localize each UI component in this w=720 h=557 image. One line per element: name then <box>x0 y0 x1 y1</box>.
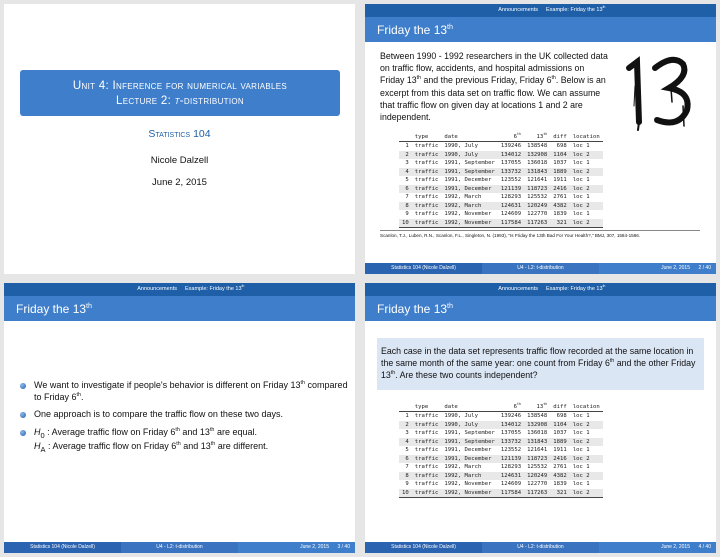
table-cell: 1991, September <box>444 160 495 167</box>
intro-paragraph <box>380 50 610 123</box>
table-cell: 117584 <box>498 219 524 228</box>
bullet-text: are different. <box>215 440 269 451</box>
table-cell: 1992, November <box>441 219 498 228</box>
nav-announcements[interactable]: Announcements <box>498 7 538 13</box>
table-row <box>399 176 603 185</box>
table-cell: 1991, September <box>441 168 498 177</box>
nav-example-label: Example: Friday the 13 <box>185 286 242 292</box>
bullet-icon <box>20 383 26 389</box>
table-cell: 1992, March <box>444 194 482 201</box>
ha-subscript: A <box>40 444 46 454</box>
table-cell: 8 <box>399 202 412 211</box>
table-cell: loc 2 <box>570 455 603 464</box>
presentation-date: June 2, 2015 <box>152 177 207 188</box>
title-box <box>20 70 340 116</box>
bullet-text: and 13 <box>180 440 211 451</box>
footer-date: June 2, 2015 <box>300 544 329 550</box>
question-part: Each case in the data set represents traffic flow recorded at the same location in the same month of the same year: one count from Friday 6 <box>381 346 694 369</box>
table-cell: 117263 <box>524 219 550 228</box>
table-cell: 6 <box>399 185 412 194</box>
table-cell: 133732 <box>498 438 524 447</box>
sup-th: th <box>517 131 522 136</box>
question-part: . Are these two counts independent? <box>395 370 538 381</box>
table-row <box>399 219 603 228</box>
sup-th: th <box>543 401 548 406</box>
table-cell: 1990, July <box>444 413 479 420</box>
sup-th: th <box>86 301 93 310</box>
table-cell: 1889 <box>550 438 569 447</box>
table-cell: 1889 <box>550 168 569 177</box>
table-cell: traffic <box>412 202 442 211</box>
slide-titlebar <box>365 296 716 321</box>
table-cell: 8 <box>399 472 412 481</box>
sup-th: th <box>390 370 396 377</box>
table-cell: 134012 <box>498 151 524 160</box>
col-header-label: 6 <box>513 133 518 140</box>
table-cell: 128293 <box>500 464 522 471</box>
table-cell: loc 1 <box>572 430 590 437</box>
table-cell: 321 <box>550 219 569 228</box>
slide-title-label: Friday the 13 <box>377 302 448 316</box>
table-cell: 1992, March <box>444 464 482 471</box>
table-row <box>399 480 603 489</box>
col-header <box>399 132 412 142</box>
table-cell: traffic <box>414 413 439 420</box>
footer <box>365 542 716 553</box>
table-cell: 1992, March <box>441 202 498 211</box>
table-cell: traffic <box>412 489 442 498</box>
table-cell: 1990, July <box>441 421 498 430</box>
slide-title-text <box>377 302 453 316</box>
bullet-text: We want to investigate if people's behavior is different on Friday 13 <box>34 380 301 390</box>
page-number: 3 / 40 <box>337 544 350 550</box>
table-cell: traffic <box>414 194 439 201</box>
table-cell: 136018 <box>527 430 548 437</box>
table-cell: loc 1 <box>572 160 590 167</box>
table-cell: 1911 <box>553 177 567 184</box>
table-cell: 124609 <box>500 481 522 488</box>
table-cell: 5 <box>405 177 409 184</box>
table-cell: traffic <box>412 455 442 464</box>
table-cell: 1991, December <box>441 185 498 194</box>
footer-date: June 2, 2015 <box>661 265 690 271</box>
table-cell: 122770 <box>527 481 548 488</box>
h0-symbol: H <box>34 426 41 437</box>
table-cell: traffic <box>412 151 442 160</box>
nav-example-label: Example: Friday the 13 <box>546 286 603 292</box>
para-part: and the previous Friday, Friday 6 <box>421 75 552 86</box>
sup-th: th <box>447 22 454 31</box>
table-cell: 120249 <box>524 472 550 481</box>
footer <box>365 263 716 274</box>
col-header-label: 13 <box>536 403 544 410</box>
table-cell: loc 2 <box>570 151 603 160</box>
table-cell: 137055 <box>500 430 522 437</box>
table-cell: traffic <box>414 160 439 167</box>
table-row <box>399 159 603 168</box>
table-row <box>399 438 603 447</box>
sup-th: th <box>210 440 216 447</box>
col-header: date <box>441 132 498 142</box>
table-cell: 125532 <box>527 194 548 201</box>
table-cell: traffic <box>414 430 439 437</box>
table-cell: loc 1 <box>572 481 590 488</box>
reference-divider <box>380 230 700 231</box>
table-row <box>399 472 603 481</box>
table-cell: loc 2 <box>570 202 603 211</box>
table-cell: 1992, November <box>444 481 492 488</box>
table-cell: loc 2 <box>570 472 603 481</box>
slide-title-label: Friday the 13 <box>377 23 448 37</box>
table-cell: 138548 <box>527 413 548 420</box>
table-cell: 1037 <box>553 430 567 437</box>
table-cell: 124609 <box>500 211 522 218</box>
table-cell: 1839 <box>553 211 567 218</box>
table-cell: 1037 <box>553 160 567 167</box>
sup-th: th <box>602 284 606 289</box>
unit-title: Unit 4: Inference for numerical variables <box>72 80 288 92</box>
table-cell: 698 <box>556 143 567 150</box>
table-header-row <box>399 132 603 142</box>
question-text <box>377 338 704 382</box>
table-cell: 7 <box>405 464 409 471</box>
nav-announcements[interactable]: Announcements <box>498 286 538 292</box>
col-header: type <box>412 132 442 142</box>
sup-th: th <box>175 426 180 433</box>
table-cell: 117263 <box>524 489 550 498</box>
page-number: 2 / 40 <box>698 265 711 271</box>
course-name: Statistics 104 <box>148 128 211 140</box>
table-cell: traffic <box>412 438 442 447</box>
sup-th: th <box>517 401 522 406</box>
sup-th: th <box>609 358 615 365</box>
table-cell: traffic <box>412 219 442 228</box>
footer-lecture: U4 - L2: t-distribution <box>482 263 599 274</box>
nav-example-label: Example: Friday the 13 <box>546 7 603 13</box>
bullet-item <box>20 427 350 456</box>
sup-th: th <box>602 5 606 10</box>
col-header <box>524 402 550 412</box>
table-cell: loc 2 <box>570 489 603 498</box>
slide-4 <box>365 283 716 553</box>
table-cell: 9 <box>405 481 409 488</box>
bullet-icon <box>20 412 26 418</box>
col-header <box>498 402 524 412</box>
table-row <box>399 463 603 472</box>
sup-th: th <box>447 301 454 310</box>
table-cell: 10 <box>399 489 412 498</box>
table-row <box>399 193 603 202</box>
table-cell: 1839 <box>553 481 567 488</box>
traffic-table <box>399 132 603 228</box>
table-cell: 1104 <box>550 151 569 160</box>
bullet-list <box>20 380 350 461</box>
table-cell: loc 1 <box>572 177 590 184</box>
slide-2 <box>365 4 716 274</box>
lecture-title <box>20 94 340 109</box>
table-cell: 121641 <box>527 177 548 184</box>
para-part: Between 1990 - 1992 researchers in the UK collected data on traffic flow, accidents, and hospital admissions on Friday 13 <box>380 51 608 86</box>
table-cell: 1104 <box>550 421 569 430</box>
ha-symbol: H <box>34 440 41 451</box>
table-cell: 1911 <box>553 447 567 454</box>
table-cell: 122770 <box>527 211 548 218</box>
navbar <box>4 283 355 296</box>
lecture-t: t <box>174 95 180 107</box>
table-cell: 117584 <box>498 489 524 498</box>
number-13-image <box>615 46 703 134</box>
table-cell: 1990, July <box>441 151 498 160</box>
table-row <box>399 455 603 464</box>
bullet-text: compared to Friday 6 <box>34 380 348 402</box>
table-cell: 1992, November <box>444 211 492 218</box>
table-row <box>399 421 603 430</box>
table-cell: traffic <box>412 421 442 430</box>
table-cell: 138548 <box>527 143 548 150</box>
slide-titlebar <box>4 296 355 321</box>
table-cell: 3 <box>405 430 409 437</box>
traffic-table <box>399 402 603 498</box>
sup-th: th <box>241 284 245 289</box>
table-cell: 121139 <box>498 185 524 194</box>
nav-example[interactable] <box>546 283 605 296</box>
table-cell: 118723 <box>524 185 550 194</box>
table-cell: 2761 <box>553 194 567 201</box>
bullet-text: : Average traffic flow on Friday 6 <box>44 426 176 437</box>
slide-title-text <box>16 302 92 316</box>
bullet-icon <box>20 430 26 436</box>
table-cell: 128293 <box>500 194 522 201</box>
author-name: Nicole Dalzell <box>150 155 209 166</box>
nav-example[interactable] <box>185 283 244 296</box>
col-header: date <box>441 402 498 412</box>
table-cell: traffic <box>414 481 439 488</box>
table-cell: 698 <box>556 413 567 420</box>
table-cell: traffic <box>414 177 439 184</box>
table-cell: 2416 <box>550 455 569 464</box>
sup-th: th <box>176 440 181 447</box>
footer-author: Statistics 104 (Nicole Dalzell) <box>365 542 482 553</box>
table-cell: traffic <box>414 447 439 454</box>
col-header <box>524 132 550 142</box>
bullet-text: One approach is to compare the traffic flow on these two days. <box>34 409 283 419</box>
table-cell: 1 <box>405 413 409 420</box>
table-cell: 125532 <box>527 464 548 471</box>
table-row <box>399 412 603 421</box>
table-cell: 123552 <box>500 177 522 184</box>
table-cell: 139246 <box>500 413 522 420</box>
slide-3 <box>4 283 355 553</box>
table-cell: loc 1 <box>572 464 590 471</box>
table-header-row <box>399 402 603 412</box>
sup-th: th <box>209 426 215 433</box>
table-cell: 136018 <box>527 160 548 167</box>
question-part: and the other Friday 13 <box>381 358 696 381</box>
bullet-item <box>20 380 350 403</box>
table-cell: loc 1 <box>572 143 590 150</box>
lecture-suffix: -distribution <box>179 95 244 107</box>
table-cell: 137055 <box>500 160 522 167</box>
table-cell: 1990, July <box>444 143 479 150</box>
sup-th: th <box>551 75 556 82</box>
col-header: diff <box>550 132 569 142</box>
table-cell: 3 <box>405 160 409 167</box>
table-row <box>399 446 603 455</box>
bullet-item <box>20 409 350 421</box>
table-cell: 133732 <box>498 168 524 177</box>
table-cell: 1991, December <box>441 455 498 464</box>
table-cell: 4 <box>399 438 412 447</box>
col-header: diff <box>550 402 569 412</box>
table-cell: 134012 <box>498 421 524 430</box>
table-cell: traffic <box>412 168 442 177</box>
footer-author: Statistics 104 (Nicole Dalzell) <box>365 263 482 274</box>
table-cell: 4382 <box>550 472 569 481</box>
table-cell: 2761 <box>553 464 567 471</box>
table-cell: 7 <box>405 194 409 201</box>
reference-citation: Scanlon, T.J., Luben, R.N., Scanlon, F.L., Singleton, N. (1993), "Is Friday the 13th Bad For Your Health?," BMJ, 307, 1584-1586. <box>380 233 641 238</box>
bullet-text: and 13 <box>179 426 210 437</box>
table-cell: 10 <box>399 219 412 228</box>
navbar <box>365 4 716 17</box>
table-cell: traffic <box>414 464 439 471</box>
table-cell: 131843 <box>524 438 550 447</box>
table-cell: loc 2 <box>570 168 603 177</box>
table-cell: loc 2 <box>570 438 603 447</box>
nav-example[interactable] <box>546 4 605 17</box>
table-cell: loc 2 <box>570 185 603 194</box>
table-cell: 2 <box>399 421 412 430</box>
footer-lecture: U4 - L2: t-distribution <box>482 542 599 553</box>
page-number: 4 / 40 <box>698 544 711 550</box>
table-cell: 1992, November <box>441 489 498 498</box>
table-row <box>399 202 603 211</box>
footer-author: Statistics 104 (Nicole Dalzell) <box>4 542 121 553</box>
col-header-label: 6 <box>513 403 518 410</box>
table-cell: 6 <box>399 455 412 464</box>
col-header <box>399 402 412 412</box>
table-cell: 132908 <box>524 151 550 160</box>
footer-date: June 2, 2015 <box>661 544 690 550</box>
table-cell: 121139 <box>498 455 524 464</box>
h0-subscript: 0 <box>40 430 45 440</box>
sup-th: th <box>76 391 82 398</box>
table-cell: 131843 <box>524 168 550 177</box>
bullet-text: : Average traffic flow on Friday 6 <box>45 440 177 451</box>
lecture-prefix: Lecture 2: <box>116 95 175 107</box>
navbar <box>365 283 716 296</box>
table-cell: 2416 <box>550 185 569 194</box>
table-row <box>399 168 603 177</box>
bullet-text: are equal. <box>214 426 257 437</box>
table-cell: 1991, September <box>444 430 495 437</box>
table-cell: loc 1 <box>572 211 590 218</box>
table-cell: 9 <box>405 211 409 218</box>
table-cell: 5 <box>405 447 409 454</box>
question-block <box>377 338 704 390</box>
table-cell: 2 <box>399 151 412 160</box>
table-row <box>399 142 603 151</box>
table-cell: 1992, March <box>441 472 498 481</box>
table-cell: 132908 <box>524 421 550 430</box>
table-cell: loc 2 <box>570 421 603 430</box>
table-row <box>399 429 603 438</box>
table-cell: loc 1 <box>572 413 590 420</box>
col-header: location <box>570 132 603 142</box>
table-cell: 1991, December <box>444 447 492 454</box>
table-cell: loc 1 <box>572 194 590 201</box>
nav-announcements[interactable]: Announcements <box>137 286 177 292</box>
sup-th: th <box>416 75 422 82</box>
table-cell: traffic <box>414 143 439 150</box>
footer <box>4 542 355 553</box>
table-cell: 139246 <box>500 143 522 150</box>
table-cell: 124631 <box>498 202 524 211</box>
col-header: type <box>412 402 442 412</box>
slide-title-text <box>377 23 453 37</box>
table-cell: 118723 <box>524 455 550 464</box>
table-cell: 1991, September <box>441 438 498 447</box>
col-header-label: 13 <box>536 133 544 140</box>
table-row <box>399 489 603 498</box>
table-cell: 123552 <box>500 447 522 454</box>
para-part: . Below is an excerpt from this data set on traffic flow. We can assume that traffic flow on given day at locations 1 and 2 are independent. <box>380 75 606 123</box>
table-row <box>399 210 603 219</box>
col-header: location <box>570 402 603 412</box>
col-header <box>498 132 524 142</box>
table-cell: loc 1 <box>572 447 590 454</box>
table-cell: 4 <box>399 168 412 177</box>
bullet-text: . <box>81 391 84 402</box>
slide-title-label: Friday the 13 <box>16 302 87 316</box>
table-cell: 1991, December <box>444 177 492 184</box>
footer-lecture: U4 - L2: t-distribution <box>121 542 238 553</box>
table-cell: traffic <box>412 185 442 194</box>
table-cell: 1 <box>405 143 409 150</box>
sup-th: th <box>300 380 306 386</box>
table-cell: traffic <box>414 211 439 218</box>
table-cell: 4382 <box>550 202 569 211</box>
table-cell: traffic <box>412 472 442 481</box>
slide-titlebar <box>365 17 716 42</box>
table-row <box>399 185 603 194</box>
table-cell: 124631 <box>498 472 524 481</box>
table-cell: loc 2 <box>570 219 603 228</box>
table-cell: 120249 <box>524 202 550 211</box>
table-row <box>399 151 603 160</box>
table-cell: 321 <box>550 489 569 498</box>
sup-th: th <box>543 131 548 136</box>
table-cell: 121641 <box>527 447 548 454</box>
slide-title <box>4 4 355 274</box>
